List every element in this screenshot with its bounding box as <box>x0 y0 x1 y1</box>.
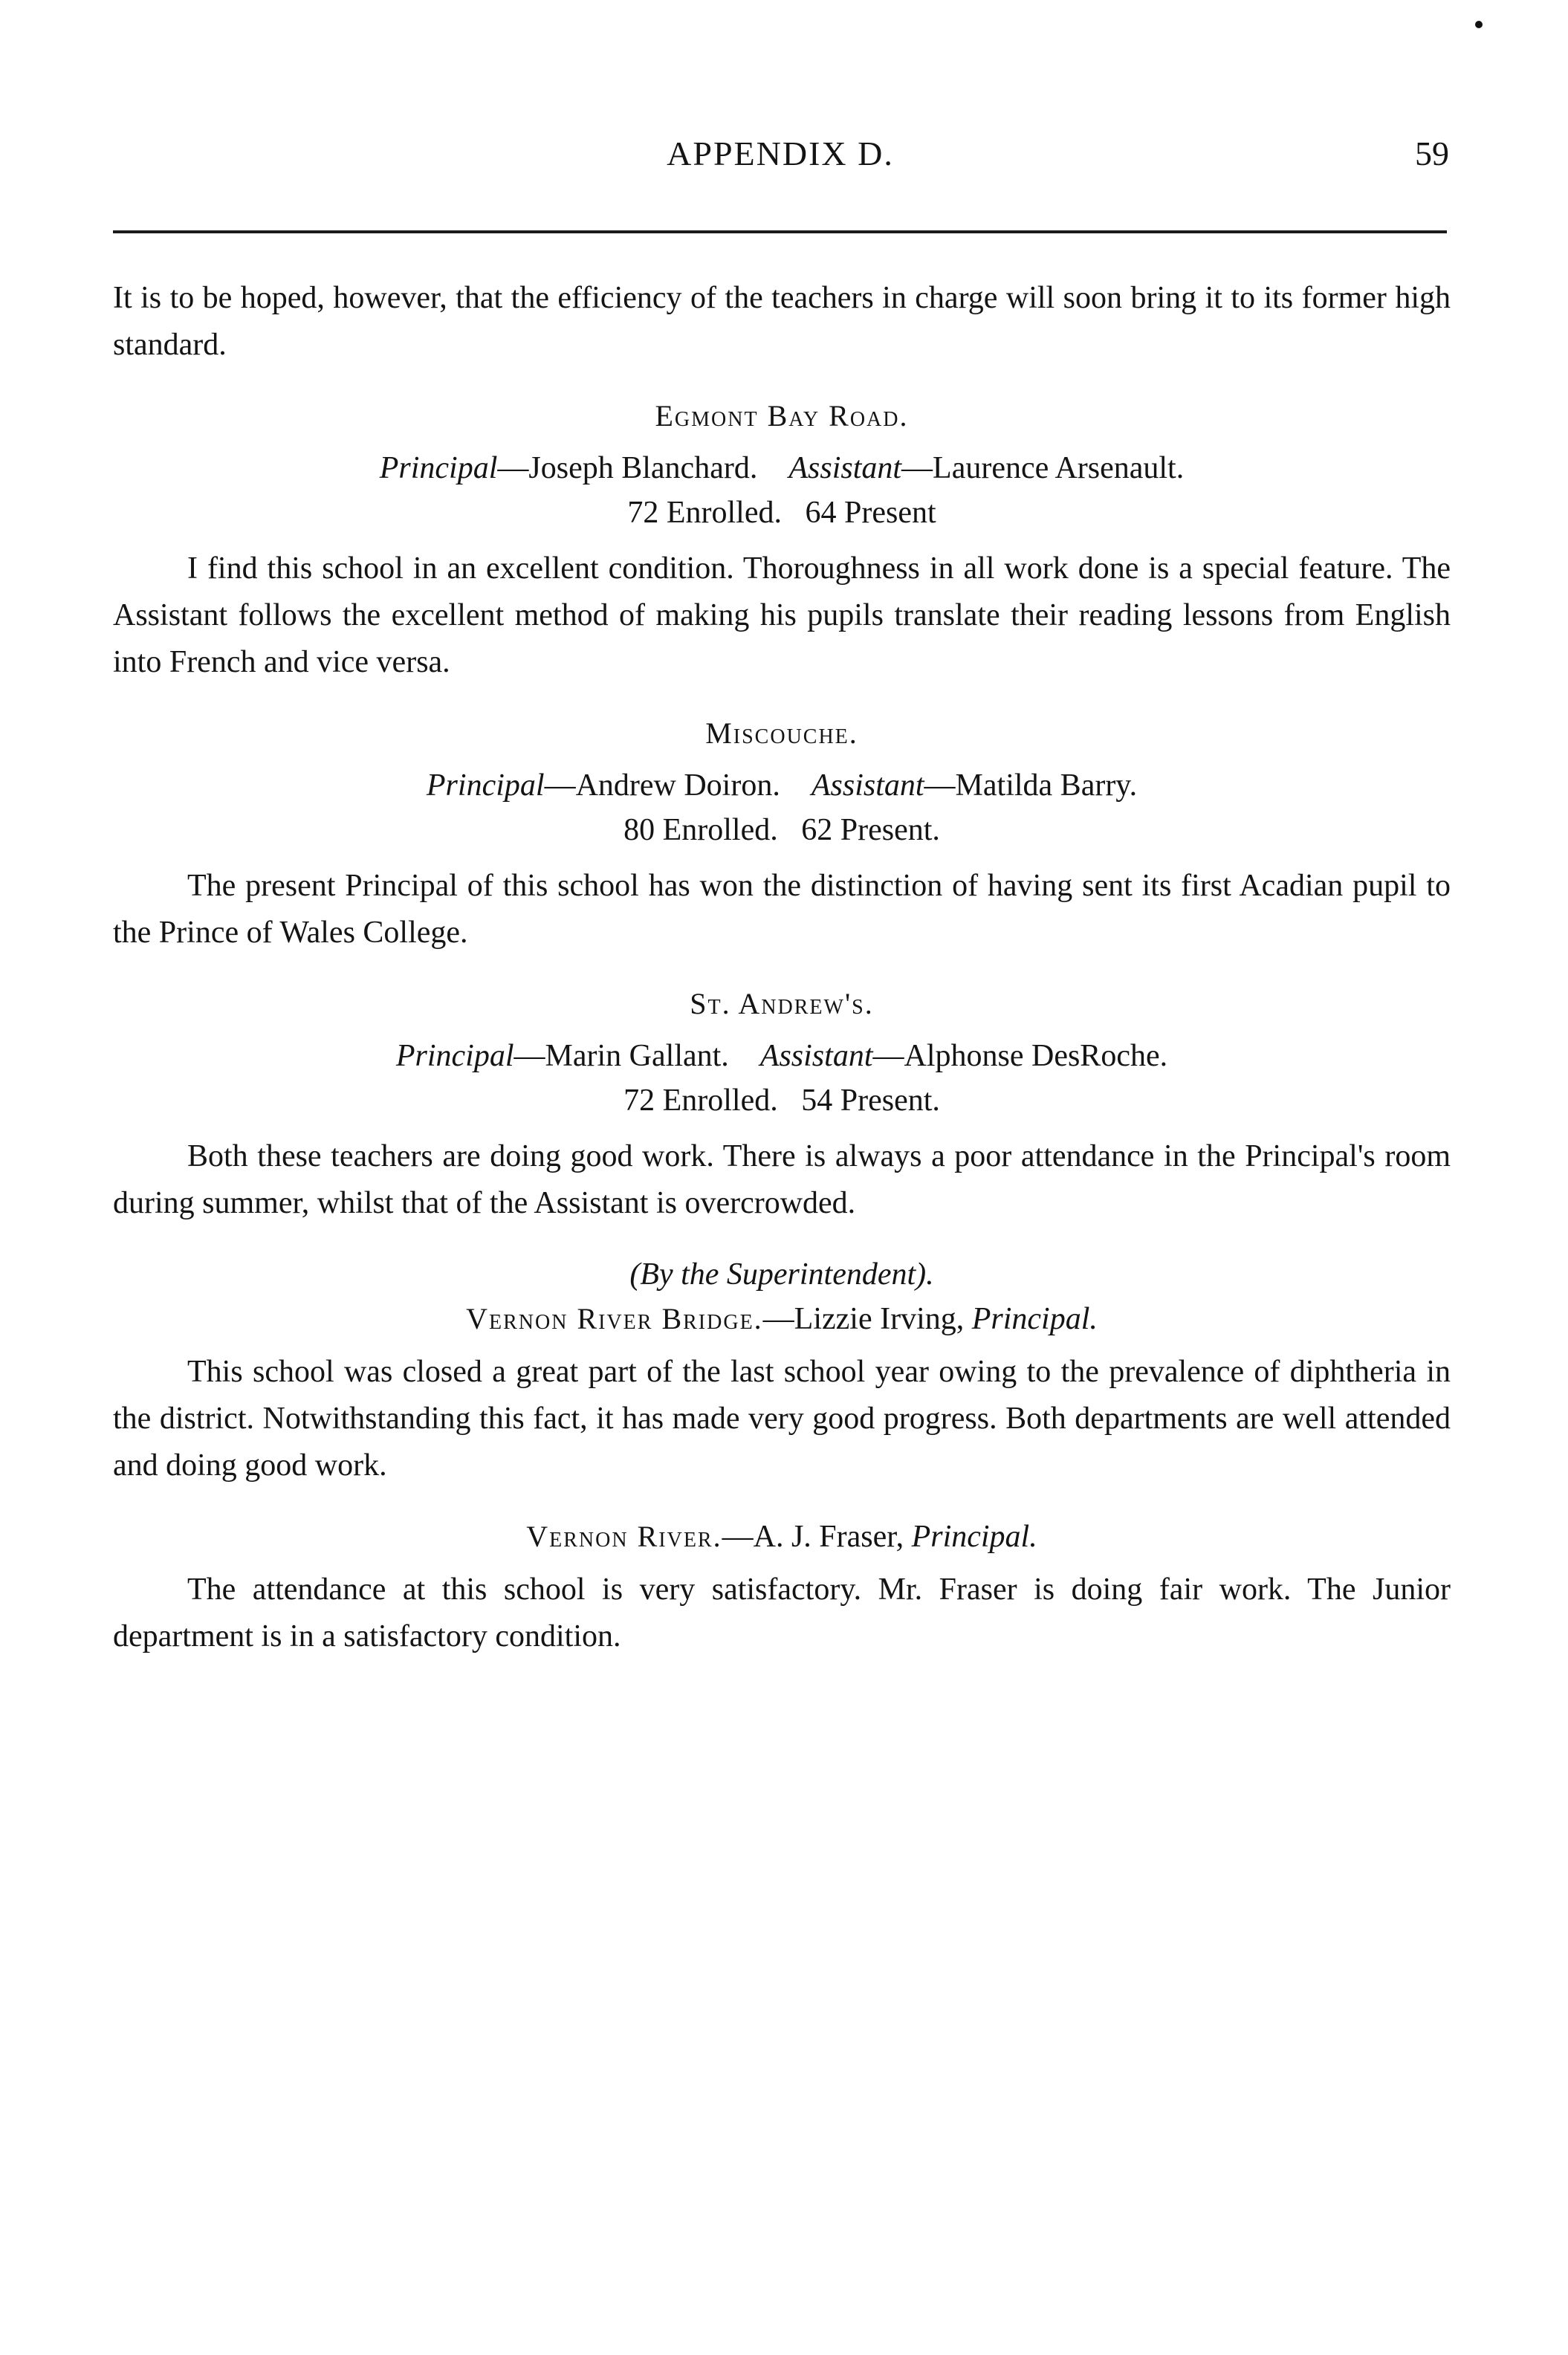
vernon-river-name: Vernon River. <box>526 1520 722 1553</box>
vernon-bridge-report: This school was closed a great part of the last school year owing to the prevalence of diphtheria in the district. Notwithstanding this fact, it has made very good progress. Both departments are well attended and doing good work. <box>113 1355 1451 1483</box>
running-head <box>111 134 1449 193</box>
vernon-bridge-heading <box>113 1297 1451 1341</box>
staff-line: Principal—Marin Gallant. Assistant—Alphonse DesRoche. <box>395 1039 1168 1073</box>
principal-label: Principal <box>395 1039 514 1073</box>
enrolled-count: 80 Enrolled. <box>623 813 778 847</box>
scan-speck <box>1475 21 1483 28</box>
assistant-name: Alphonse DesRoche. <box>904 1039 1168 1073</box>
running-title: APPENDIX D. <box>667 135 894 172</box>
school-heading: Egmont Bay Road. <box>655 399 909 433</box>
school-report: I find this school in an excellent condition. Thoroughness in all work done is a special feature. The Assistant follows the excellent method of making his pupils translate their reading lessons from English into French and vice versa. <box>113 551 1451 679</box>
principal-name: Andrew Doiron. <box>575 768 780 803</box>
intro-paragraph: It is to be hoped, however, that the efficiency of the teachers in charge will soon bring it to its former high standard. <box>113 281 1451 362</box>
principal-label: Principal <box>426 768 545 803</box>
school-heading: St. Andrew's. <box>690 987 874 1020</box>
present-count: 64 Present <box>805 496 936 530</box>
assistant-label: Assistant <box>788 451 902 485</box>
principal-name: Marin Gallant. <box>545 1039 729 1073</box>
enrolled-count: 72 Enrolled. <box>623 1083 778 1118</box>
assistant-name: Laurence Arsenault. <box>933 451 1185 485</box>
attendance-line <box>113 490 1451 535</box>
enrolled-count: 72 Enrolled. <box>627 496 782 530</box>
attendance-line <box>113 1078 1451 1123</box>
vernon-river-role: Principal. <box>911 1520 1037 1554</box>
assistant-label: Assistant <box>811 768 924 803</box>
vernon-river-heading <box>113 1515 1451 1559</box>
body-text <box>113 275 1451 1660</box>
vernon-bridge-role: Principal. <box>971 1302 1098 1336</box>
vernon-bridge-teacher: —Lizzie Irving, <box>762 1302 972 1336</box>
vernon-river-report: The attendance at this school is very satisfactory. Mr. Fraser is doing fair work. The Junior department is in a satisfactory condition. <box>113 1572 1451 1653</box>
vernon-river-teacher: —A. J. Fraser, <box>722 1520 912 1554</box>
superintendent-note: (By the Superintendent). <box>629 1257 934 1292</box>
attendance-line <box>113 808 1451 852</box>
school-heading: Miscouche. <box>705 716 858 750</box>
assistant-label: Assistant <box>759 1039 873 1073</box>
school-report: The present Principal of this school has won the distinction of having sent its first Acadian pupil to the Prince of Wales College. <box>113 869 1451 950</box>
header-rule <box>113 230 1447 233</box>
assistant-name: Matilda Barry. <box>955 768 1138 803</box>
staff-line: Principal—Andrew Doiron. Assistant—Matilda Barry. <box>426 768 1138 803</box>
vernon-bridge-name: Vernon River Bridge. <box>466 1302 763 1335</box>
principal-label: Principal <box>379 451 498 485</box>
school-report: Both these teachers are doing good work. There is always a poor attendance in the Principal's room during summer, whilst that of the Assistant is overcrowded. <box>113 1139 1451 1220</box>
staff-line: Principal—Joseph Blanchard. Assistant—Laurence Arsenault. <box>379 451 1185 485</box>
principal-name: Joseph Blanchard. <box>528 451 758 485</box>
present-count: 54 Present. <box>801 1083 940 1118</box>
page-number: 59 <box>1415 135 1449 172</box>
present-count: 62 Present. <box>801 813 940 847</box>
